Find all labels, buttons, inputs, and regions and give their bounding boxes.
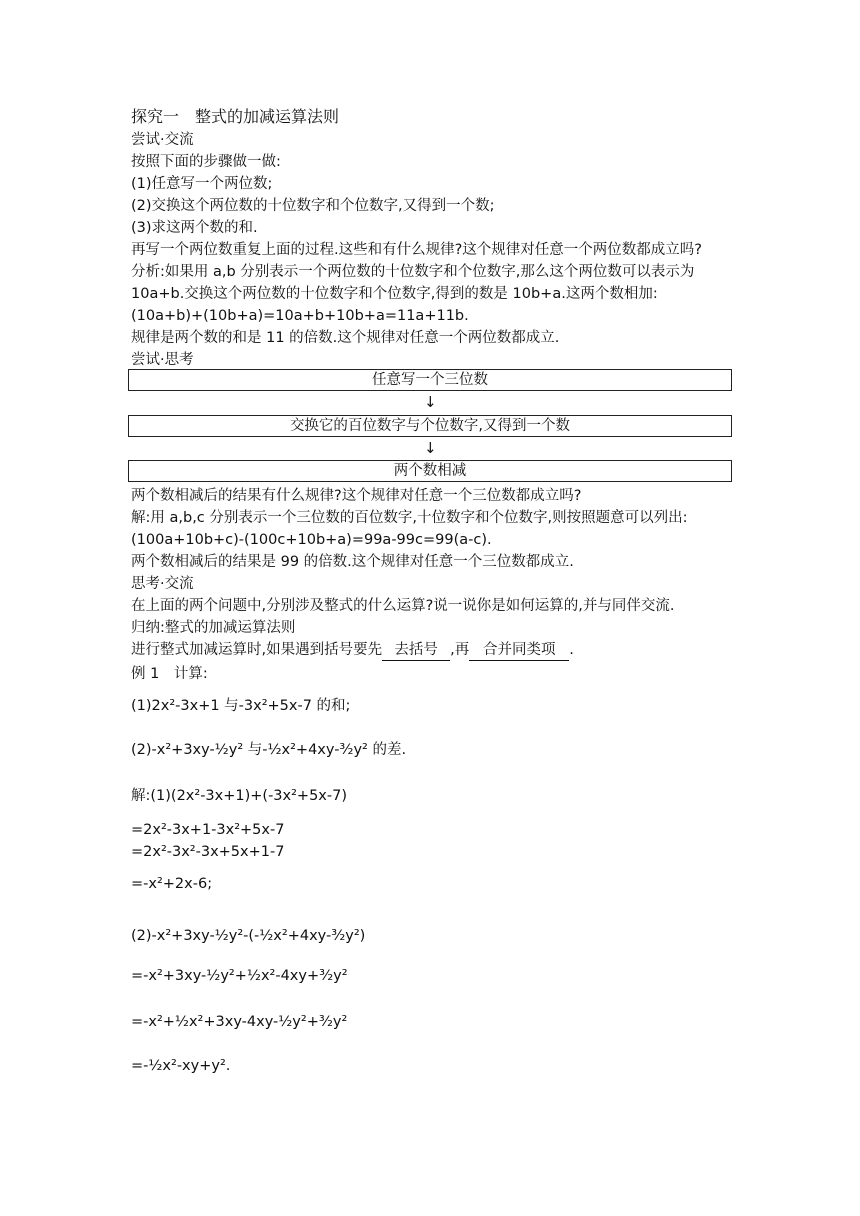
- section-title: 探究一 整式的加减运算法则: [131, 107, 340, 126]
- text-line: (100a+10b+c)-(100c+10b+a)=99a-99c=99(a-c).: [131, 532, 492, 548]
- heading-think-exchange: 思考·交流: [131, 576, 194, 592]
- solution-line: =-x²+½x²+3xy-4xy-½y²+³⁄₂y²: [131, 1014, 348, 1030]
- example-label: 例 1 计算:: [131, 666, 208, 682]
- summary-heading: 归纳:整式的加减运算法则: [131, 620, 296, 636]
- text-line: (10a+b)+(10b+a)=10a+b+10b+a=11a+11b.: [131, 308, 469, 324]
- text-line: 按照下面的步骤做一做:: [131, 154, 281, 170]
- text-line: (1)任意写一个两位数;: [131, 176, 273, 192]
- text-line: 10a+b.交换这个两位数的十位数字和个位数字,得到的数是 10b+a.这两个数相加:: [131, 286, 658, 302]
- rule-line: [131, 640, 574, 661]
- solution-line: =-x²+2x-6;: [131, 876, 213, 892]
- text-line: 两个数相减后的结果是 99 的倍数.这个规律对任意一个三位数都成立.: [131, 554, 574, 570]
- answer-blank-1: 去括号: [382, 640, 450, 661]
- flow-box-step2: 交换它的百位数字与个位数字,又得到一个数: [128, 415, 732, 437]
- flow-box-step1: 任意写一个三位数: [128, 369, 732, 391]
- flow-box-step3: 两个数相减: [128, 460, 732, 482]
- text-line: 分析:如果用 a,b 分别表示一个两位数的十位数字和个位数字,那么这个两位数可以表示为: [131, 264, 695, 280]
- solution-line: =2x²-3x²-3x+5x+1-7: [131, 844, 285, 860]
- heading-try-exchange: 尝试·交流: [131, 132, 194, 148]
- example-question-1: (1)2x²-3x+1 与-3x²+5x-7 的和;: [131, 698, 351, 714]
- down-arrow-icon: ↓: [424, 393, 437, 411]
- answer-blank-2: 合并同类项: [469, 640, 569, 661]
- text-line: 规律是两个数的和是 11 的倍数.这个规律对任意一个两位数都成立.: [131, 330, 560, 346]
- rule-text-c: .: [569, 642, 574, 658]
- rule-text-b: ,再: [450, 642, 470, 658]
- solution-line: =2x²-3x+1-3x²+5x-7: [131, 822, 285, 838]
- text-line: 再写一个两位数重复上面的过程.这些和有什么规律?这个规律对任意一个两位数都成立吗?: [131, 242, 702, 258]
- text-line: 在上面的两个问题中,分别涉及整式的什么运算?说一说你是如何运算的,并与同伴交流.: [131, 598, 675, 614]
- solution-line: =-x²+3xy-½y²+½x²-4xy+³⁄₂y²: [131, 968, 348, 984]
- rule-text-a: 进行整式加减运算时,如果遇到括号要先: [131, 642, 383, 658]
- heading-try-think: 尝试·思考: [131, 352, 194, 368]
- text-line: (2)交换这个两位数的十位数字和个位数字,又得到一个数;: [131, 198, 495, 214]
- text-line: 两个数相减后的结果有什么规律?这个规律对任意一个三位数都成立吗?: [131, 488, 582, 504]
- solution-line: (2)-x²+3xy-½y²-(-½x²+4xy-³⁄₂y²): [131, 928, 366, 944]
- text-line: 解:用 a,b,c 分别表示一个三位数的百位数字,十位数字和个位数字,则按照题意可以列出:: [131, 510, 688, 526]
- solution-line: 解:(1)(2x²-3x+1)+(-3x²+5x-7): [131, 788, 347, 804]
- example-question-2: (2)-x²+3xy-½y² 与-½x²+4xy-³⁄₂y² 的差.: [131, 742, 407, 758]
- text-line: (3)求这两个数的和.: [131, 220, 258, 236]
- solution-line: =-½x²-xy+y².: [131, 1058, 231, 1074]
- down-arrow-icon: ↓: [424, 439, 437, 457]
